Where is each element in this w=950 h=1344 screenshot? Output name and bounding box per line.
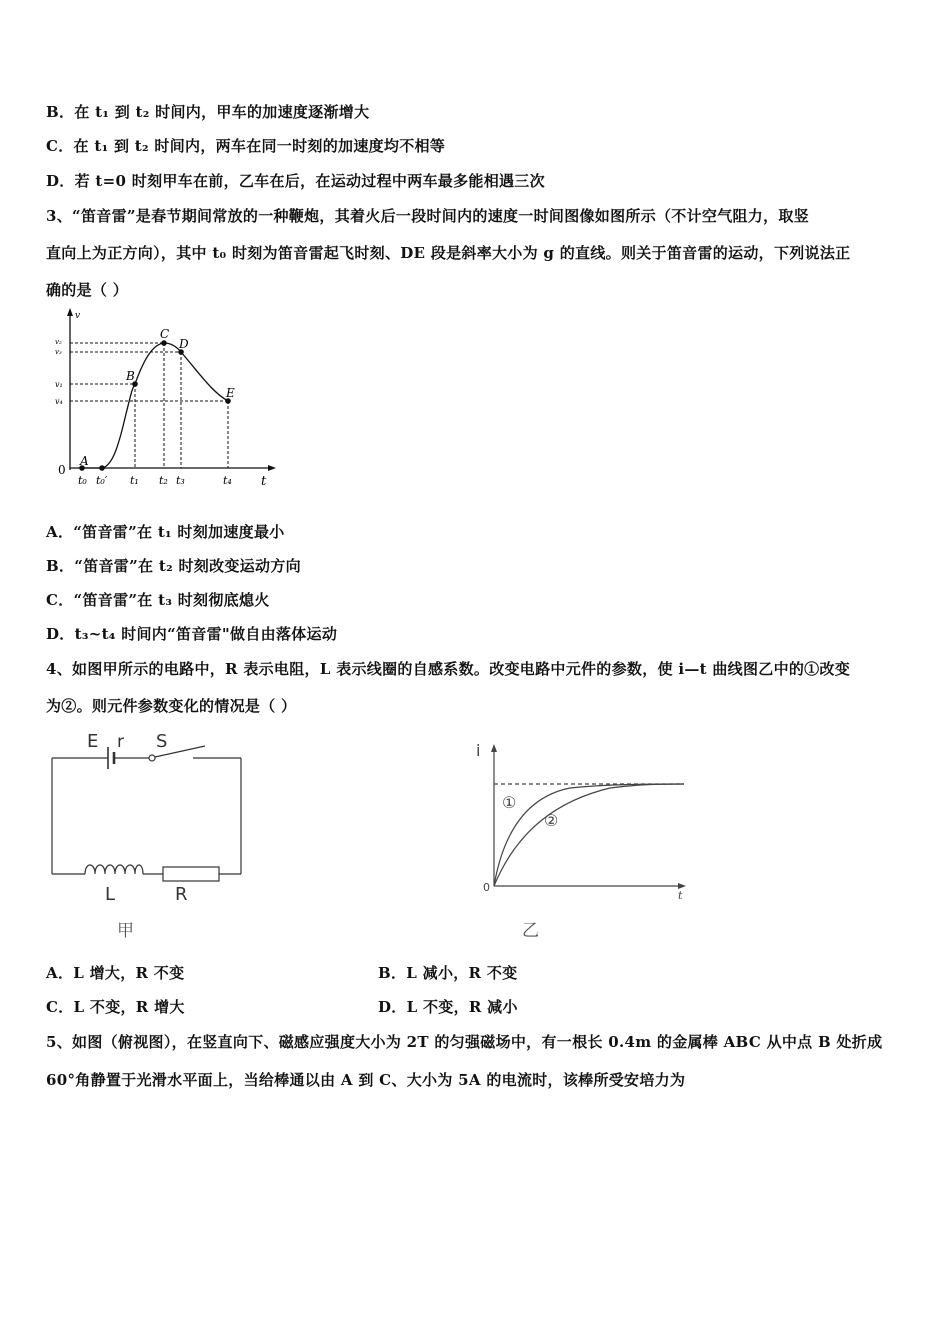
q2-option-c: C．在 t₁ 到 t₂ 时间内，两车在同一时刻的加速度均不相等 <box>46 137 446 155</box>
label-c: C <box>160 327 170 341</box>
q4-stem-line2: 为②。则元件参数变化的情况是（ ） <box>46 697 297 715</box>
graph-caption: 乙 <box>522 921 539 941</box>
v-axis-label: v <box>75 311 81 321</box>
battery-r-label: r <box>117 732 124 752</box>
q3-stem-line2: 直向上为正方向），其中 t₀ 时刻为笛音雷起飞时刻、DE 段是斜率大小为 g 的直线。则关于笛音雷的运动，下列说法正 <box>46 244 851 262</box>
origin-label: 0 <box>58 463 66 477</box>
curve-1-label: ① <box>502 793 517 812</box>
i-axis-label: i <box>476 741 481 760</box>
q2-option-d: D．若 t=0 时刻甲车在前，乙车在后，在运动过程中两车最多能相遇三次 <box>46 172 545 190</box>
inductor-l-label: L <box>105 884 116 905</box>
t-tick-t0: t₀ <box>78 474 87 487</box>
label-b: B <box>126 369 135 383</box>
switch-s-label: S <box>156 731 168 752</box>
q4-option-b: B．L 减小，R 不变 <box>378 964 518 982</box>
q2-option-b: B．在 t₁ 到 t₂ 时间内，甲车的加速度逐渐增大 <box>46 103 370 121</box>
q3-option-b: B．“笛音雷”在 t₂ 时刻改变运动方向 <box>46 557 301 575</box>
vt-curve <box>80 343 228 468</box>
curve-1 <box>494 784 684 886</box>
t-axis-label: t <box>261 474 267 489</box>
q4-it-graph <box>470 738 700 943</box>
point-t0prime <box>99 465 105 471</box>
t-tick-t0prime: t₀′ <box>96 474 108 487</box>
label-d: D <box>179 337 189 351</box>
v-tick-v2: v₂ <box>55 338 62 346</box>
q3-stem-line3: 确的是（ ） <box>46 281 129 299</box>
origin-label-it: 0 <box>483 881 490 894</box>
q3-option-c: C．“笛音雷”在 t₃ 时刻彻底熄火 <box>46 591 270 609</box>
point-c <box>161 340 167 346</box>
curve-2-label: ② <box>544 811 559 830</box>
v-tick-v1: v₁ <box>55 380 63 389</box>
circuit-caption: 甲 <box>117 921 134 941</box>
resistor-r-label: R <box>175 884 188 905</box>
battery-e-label: E <box>87 731 99 752</box>
label-a: A <box>80 454 89 468</box>
label-e: E <box>226 386 235 400</box>
v-tick-v3: v₃ <box>55 348 62 356</box>
v-tick-v4: v₄ <box>55 397 63 406</box>
q3-option-a: A．“笛音雷”在 t₁ 时刻加速度最小 <box>46 523 285 541</box>
t-axis-label-it: t <box>678 889 683 902</box>
q3-stem-line1: 3、“笛音雷”是春节期间常放的一种鞭炮，其着火后一段时间内的速度一时间图像如图所示（不计空气阻力，取竖 <box>46 207 809 225</box>
q5-stem-line2: 60°角静置于光滑水平面上，当给棒通以由 A 到 C、大小为 5A 的电流时，该棒所受安培力为 <box>46 1071 686 1089</box>
q4-option-d: D．L 不变，R 减小 <box>378 998 518 1016</box>
curve-2 <box>494 784 684 886</box>
q4-stem-line1: 4、如图甲所示的电路中，R 表示电阻，L 表示线圈的自感系数。改变电路中元件的参数，使 i—t 曲线图乙中的①改变 <box>46 660 851 678</box>
q5-stem-line1: 5、如图（俯视图），在竖直向下、磁感应强度大小为 2T 的匀强磁场中，有一根长 0.4m 的金属棒 ABC 从中点 B 处折成 <box>46 1033 883 1051</box>
t-tick-t4: t₄ <box>223 474 232 487</box>
t-tick-t3: t₃ <box>176 474 185 487</box>
q3-option-d: D．t₃~t₄ 时间内“笛音雷"做自由落体运动 <box>46 625 338 643</box>
t-tick-t2: t₂ <box>159 474 168 487</box>
q4-circuit-diagram <box>45 728 255 943</box>
q4-option-c: C．L 不变，R 增大 <box>46 998 185 1016</box>
q3-vt-graph <box>50 308 280 493</box>
q4-option-a: A．L 增大，R 不变 <box>46 964 185 982</box>
t-tick-t1: t₁ <box>130 474 139 487</box>
